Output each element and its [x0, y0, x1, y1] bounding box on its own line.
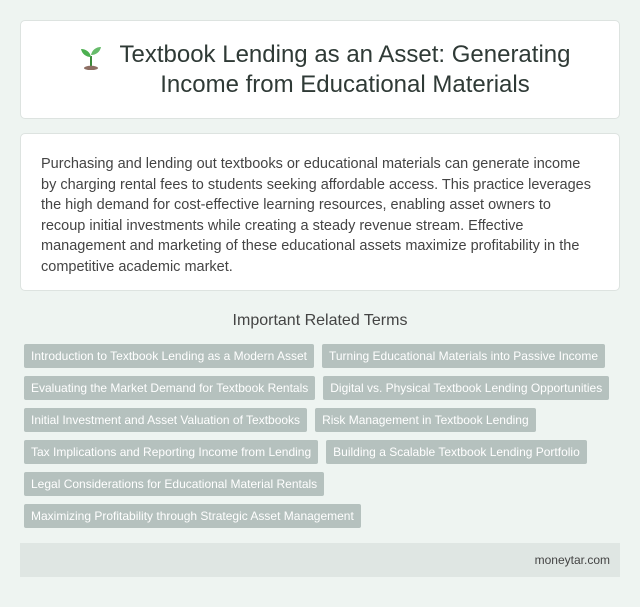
term-row: [24, 504, 624, 528]
sprout-icon: [80, 44, 102, 75]
term-row: [24, 472, 624, 496]
terms-heading: Important Related Terms: [232, 312, 408, 329]
title-wrap: [70, 40, 571, 100]
term-tag[interactable]: Initial Investment and Asset Valuation of Textbooks: [24, 408, 307, 432]
description-text: Purchasing and lending out textbooks or educational materials can generate income by charging rental fees to students seeking affordable access. This practice leverages the high demand for cost-effective learning resources, enabling asset owners to recoup initial investments while creating a steady revenue stream. Effective management and marketing of these educational assets maximize profitability in the competitive academic market.: [41, 156, 591, 275]
page-title-line-1: Textbook Lending as an Asset: Generating: [119, 40, 571, 68]
term-row: [24, 344, 624, 368]
description-card: [20, 133, 620, 291]
page-title-line-2: Income from Educational Materials: [160, 70, 530, 98]
related-terms-list: [24, 344, 624, 536]
term-row: [24, 440, 624, 464]
header-card: [20, 20, 620, 119]
term-tag[interactable]: Legal Considerations for Educational Material Rentals: [24, 472, 324, 496]
term-row: [24, 408, 624, 432]
term-tag[interactable]: Tax Implications and Reporting Income from Lending: [24, 440, 318, 464]
term-tag[interactable]: Digital vs. Physical Textbook Lending Opportunities: [323, 376, 609, 400]
term-tag[interactable]: Risk Management in Textbook Lending: [315, 408, 536, 432]
page-title: [120, 40, 571, 100]
term-tag[interactable]: Turning Educational Materials into Passive Income: [322, 344, 605, 368]
footer: [20, 543, 620, 577]
term-tag[interactable]: Maximizing Profitability through Strategic Asset Management: [24, 504, 361, 528]
term-tag[interactable]: Evaluating the Market Demand for Textbook Rentals: [24, 376, 315, 400]
term-row: [24, 376, 624, 400]
term-tag[interactable]: Introduction to Textbook Lending as a Modern Asset: [24, 344, 314, 368]
term-tag[interactable]: Building a Scalable Textbook Lending Portfolio: [326, 440, 587, 464]
footer-site-link[interactable]: moneytar.com: [534, 553, 610, 567]
